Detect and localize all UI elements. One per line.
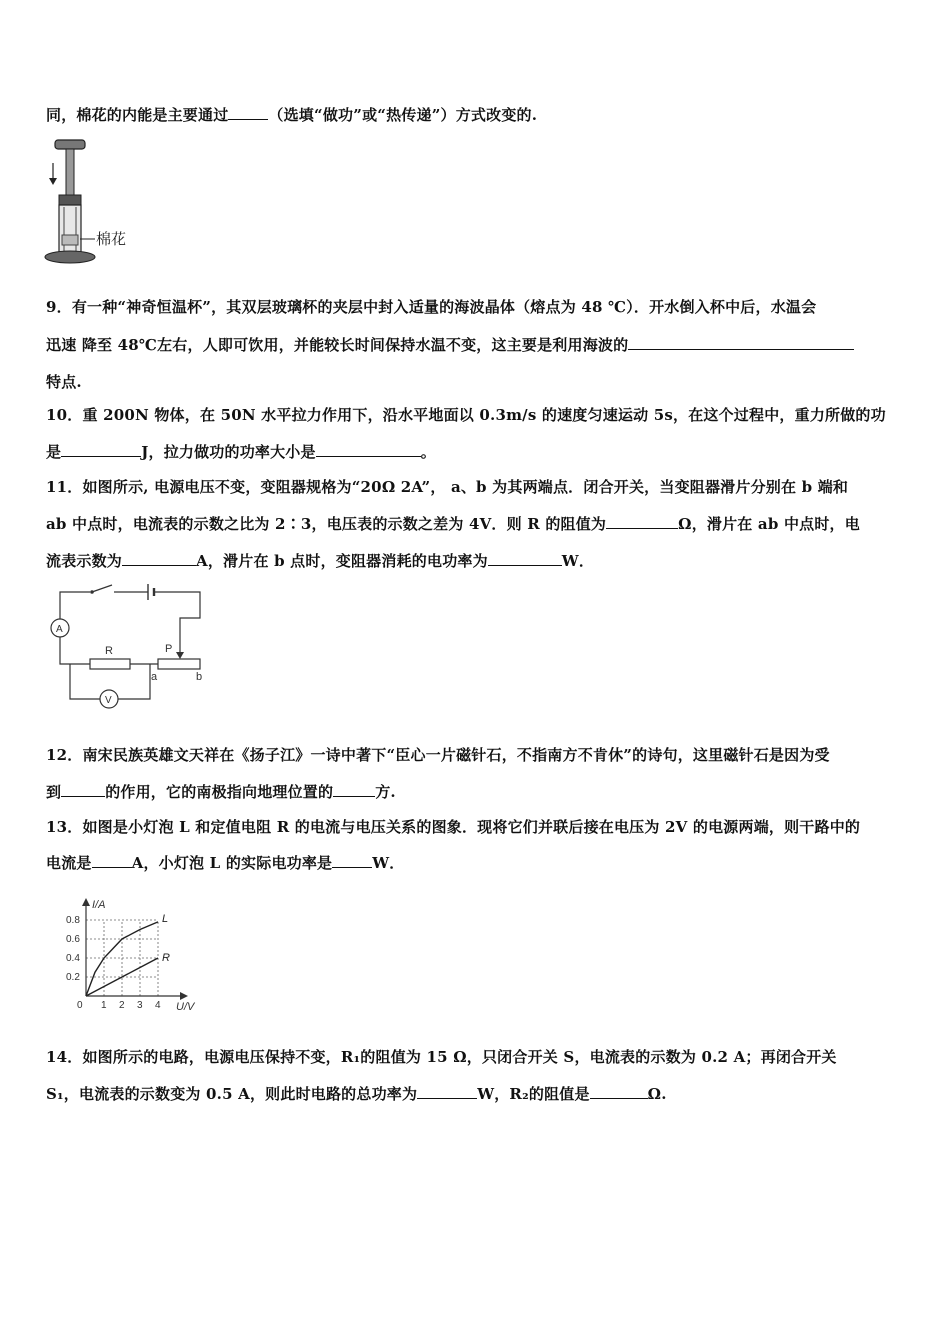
answer-blank[interactable] [488,551,562,566]
q14-text-a: S₁，电流表的示数变为 0.5 A，则此时电路的总功率为 [46,1085,418,1103]
slider-arrow [176,652,184,659]
q12-text-c: 方. [375,783,396,801]
glass-cylinder [59,205,81,253]
q9-text: 迅速 降至 48℃左右，人即可饮用，并能较长时间保持水温不变，这主要是利用海波的 [46,336,629,354]
answer-blank[interactable] [122,551,196,566]
q11-text-c: W． [561,552,595,570]
q10-line2 [46,441,436,462]
answer-blank[interactable] [628,335,854,350]
chart-grid [86,920,158,996]
plunger-rod [66,149,74,195]
q13-line1: 13．如图是小灯泡 L 和定值电阻 R 的电流与电压关系的图象．现将它们并联后接在电压为 2V 的电源两端，则干路中的 [46,818,861,836]
cotton-label: 棉花 [96,231,127,248]
q14-line1: 14．如图所示的电路，电源电压保持不变，R₁的阻值为 15 Ω，只闭合开关 S，电流表的示数为 0.2 A；再闭合开关 [46,1048,837,1066]
q8-line1 [46,104,537,125]
voltmeter-label: V [105,695,112,706]
x-axis-label: U/V [176,1001,195,1013]
end-a-label: a [151,671,158,683]
ammeter-label: A [56,624,63,635]
q11-text-a: ab 中点时，电流表的示数之比为 2∶3，电压表的示数之差为 4V．则 R 的阻值为 [46,515,607,533]
q11-line3 [46,550,594,571]
q14-text-b: W，R₂的阻值是 [477,1085,590,1103]
wire [154,592,200,656]
answer-blank[interactable] [606,514,678,529]
y-tick-label: 0.2 [66,972,80,983]
x-tick-label: 4 [155,1000,161,1011]
x-tick-label: 0 [77,1000,83,1011]
y-tick-label: 0.4 [66,953,80,964]
q8-text-a: 同，棉花的内能是主要通过 [46,106,229,124]
resistor-r [90,659,130,669]
q13-text-b: A，小灯泡 L 的实际电功率是 [131,854,333,872]
answer-blank[interactable] [92,853,132,868]
wire [60,592,90,620]
plunger-handle [55,140,85,149]
q9-line3: 特点. [46,373,82,391]
x-axis-arrow [180,992,188,1000]
q14-text-c: Ω. [647,1085,667,1103]
q12-line2 [46,781,396,802]
chart-series [86,913,170,996]
wire [60,637,90,664]
cotton [62,235,78,245]
answer-blank[interactable] [590,1084,648,1099]
answer-blank[interactable] [417,1084,477,1099]
compression-apparatus-figure [40,135,150,270]
y-tick-label: 0.6 [66,934,80,945]
q12-text-b: 的作用，它的南极指向地理位置的 [105,783,334,801]
q11-text-a: 流表示数为 [46,552,123,570]
x-tick-label: 3 [137,1000,143,1011]
q11-line1: 11．如图所示, 电源电压不变，变阻器规格为“20Ω 2A”， a、b 为其两端点．闭合开关，当变阻器滑片分别在 b 端和 [46,478,849,496]
resistor-label: R [105,645,113,657]
arrow-head [49,178,57,185]
q9-line1: 9．有一种“神奇恒温杯”，其双层玻璃杯的夹层中封入适量的海波晶体（熔点为 48 ℃）．开水倒入杯中后，水温会 [46,298,817,316]
x-tick-label: 2 [119,1000,125,1011]
q10-text-b: J，拉力做功的功率大小是 [141,443,316,461]
q11-line2 [46,513,860,534]
q8-text-b: （选填“做功”或“热传递”）方式改变的. [268,106,538,124]
iu-chart [58,888,218,1013]
answer-blank[interactable] [333,782,375,797]
answer-blank[interactable] [316,442,421,457]
base [45,251,95,263]
cylinder-top [59,195,81,205]
q10-text-a: 是 [46,443,62,461]
q9-line2 [46,334,854,355]
answer-blank[interactable] [61,442,141,457]
q12-text-a: 到 [46,783,62,801]
q12-line1: 12．南宋民族英雄文天祥在《扬子江》一诗中著下“臣心一片磁针石，不指南方不肯休”的诗句，这里磁针石是因为受 [46,746,830,764]
slider-label: P [165,643,173,655]
q10-text-c: 。 [420,443,436,461]
y-axis-arrow [82,898,90,906]
q10-line1: 10．重 200N 物体，在 50N 水平拉力作用下，沿水平地面以 0.3m/s 的速度匀速运动 5s，在这个过程中，重力所做的功 [46,406,886,424]
series-label-L: L [162,912,169,925]
q11-circuit-diagram [40,582,220,717]
q13-text-a: 电流是 [46,854,92,872]
switch-blade [92,585,112,592]
y-axis-label: I/A [92,899,106,911]
answer-blank[interactable] [228,105,268,120]
rheostat [158,659,200,669]
answer-blank[interactable] [61,782,105,797]
q14-line2 [46,1083,667,1104]
end-b-label: b [196,671,203,683]
x-tick-label: 1 [101,1000,107,1011]
answer-blank[interactable] [332,853,372,868]
y-tick-label: 0.8 [66,915,80,926]
q11-text-b: Ω，滑片在 ab 中点时，电 [678,515,860,533]
q13-line2 [46,852,405,873]
q11-text-b: A，滑片在 b 点时，变阻器消耗的电功率为 [196,552,488,570]
series-label-R: R [162,952,170,964]
q13-text-c: W． [372,854,405,872]
